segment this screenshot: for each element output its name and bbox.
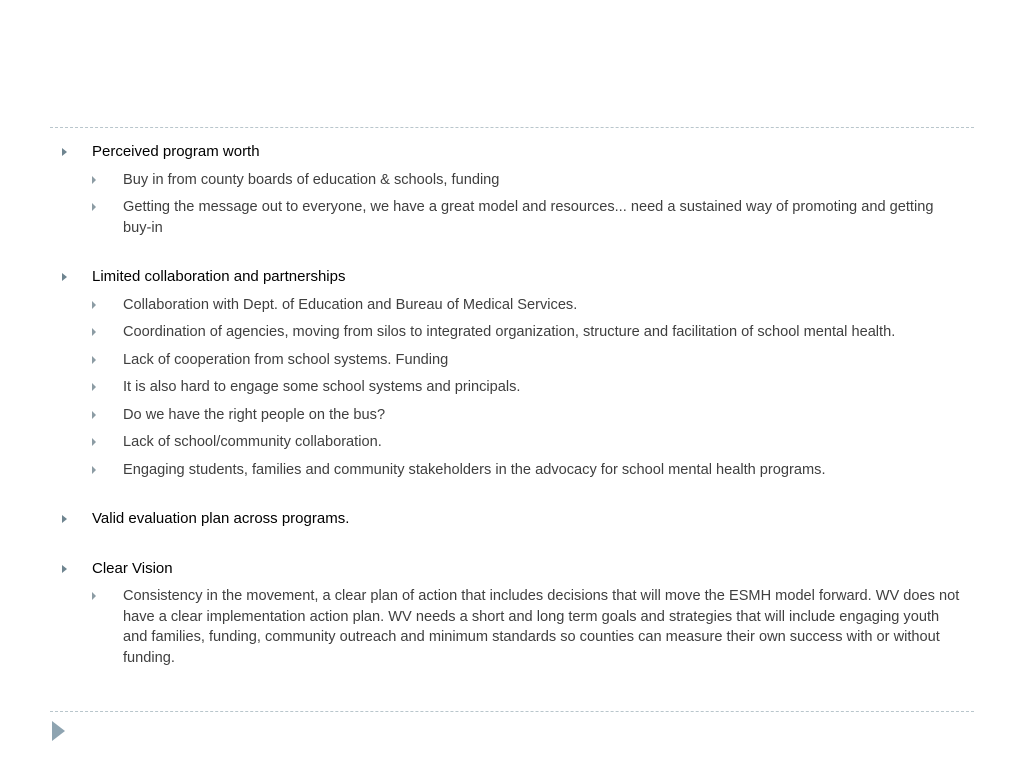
bullet-text: Perceived program worth <box>92 143 260 160</box>
slide-body <box>62 142 962 668</box>
sub-bullet-text: Engaging students, families and community stakeholders in the advocacy for school mental health programs. <box>123 461 826 478</box>
sub-bullet <box>62 322 962 343</box>
triangle-bullet-icon <box>62 515 67 523</box>
sub-bullet <box>62 377 962 398</box>
bullet-perceived-program-worth <box>62 142 962 163</box>
sub-bullet-text: Collaboration with Dept. of Education and Bureau of Medical Services. <box>123 296 578 313</box>
bullet-limited-collaboration <box>62 267 962 288</box>
triangle-bullet-icon <box>92 356 96 364</box>
triangle-bullet-icon <box>92 176 96 184</box>
sub-bullet <box>62 586 962 668</box>
bullet-valid-evaluation-plan <box>62 509 962 530</box>
triangle-bullet-icon <box>92 328 96 336</box>
sub-bullet <box>62 170 962 191</box>
triangle-bullet-icon <box>62 565 67 573</box>
sub-bullet-text: Lack of school/community collaboration. <box>123 434 382 450</box>
triangle-bullet-icon <box>92 592 96 600</box>
sub-bullet <box>62 295 962 316</box>
triangle-bullet-icon <box>92 438 96 446</box>
bullet-text: Clear Vision <box>92 559 173 577</box>
sub-bullet-text: Consistency in the movement, a clear plan of action that includes decisions that will move the ESMH model forward. WV does not have a clear implementation action plan. WV needs a short and long term goals and strategies that will include engaging youth and families, funding, community outreach and minimum standards so counties can measure their own success with or without funding. <box>123 588 960 666</box>
triangle-bullet-icon <box>62 273 67 281</box>
triangle-bullet-icon <box>92 411 96 419</box>
sub-bullet-text: It is also hard to engage some school systems and principals. <box>123 379 521 395</box>
sub-bullet <box>62 432 962 453</box>
next-slide-arrow-icon[interactable] <box>52 721 65 741</box>
sub-bullet <box>62 405 962 426</box>
bullet-text: Valid evaluation plan across programs. <box>92 510 350 527</box>
sub-bullet-text: Getting the message out to everyone, we have a great model and resources... need a sustained way of promoting and getting buy-in <box>123 199 934 236</box>
sub-bullet-text: Do we have the right people on the bus? <box>123 406 386 423</box>
triangle-bullet-icon <box>62 148 67 156</box>
bullet-clear-vision <box>62 559 962 580</box>
sub-bullet <box>62 197 962 238</box>
sub-bullet-text: Lack of cooperation from school systems. Funding <box>123 351 449 368</box>
top-divider <box>50 127 974 128</box>
bullet-text: Limited collaboration and partnerships <box>92 268 346 285</box>
triangle-bullet-icon <box>92 301 96 309</box>
triangle-bullet-icon <box>92 203 96 211</box>
sub-bullet-text: Buy in from county boards of education & schools, funding <box>123 171 500 188</box>
sub-bullet-text: Coordination of agencies, moving from silos to integrated organization, structure and facilitation of school mental health. <box>123 324 896 340</box>
sub-bullet <box>62 460 962 481</box>
sub-bullet <box>62 350 962 371</box>
bottom-divider <box>50 711 974 712</box>
triangle-bullet-icon <box>92 383 96 391</box>
triangle-bullet-icon <box>92 466 96 474</box>
